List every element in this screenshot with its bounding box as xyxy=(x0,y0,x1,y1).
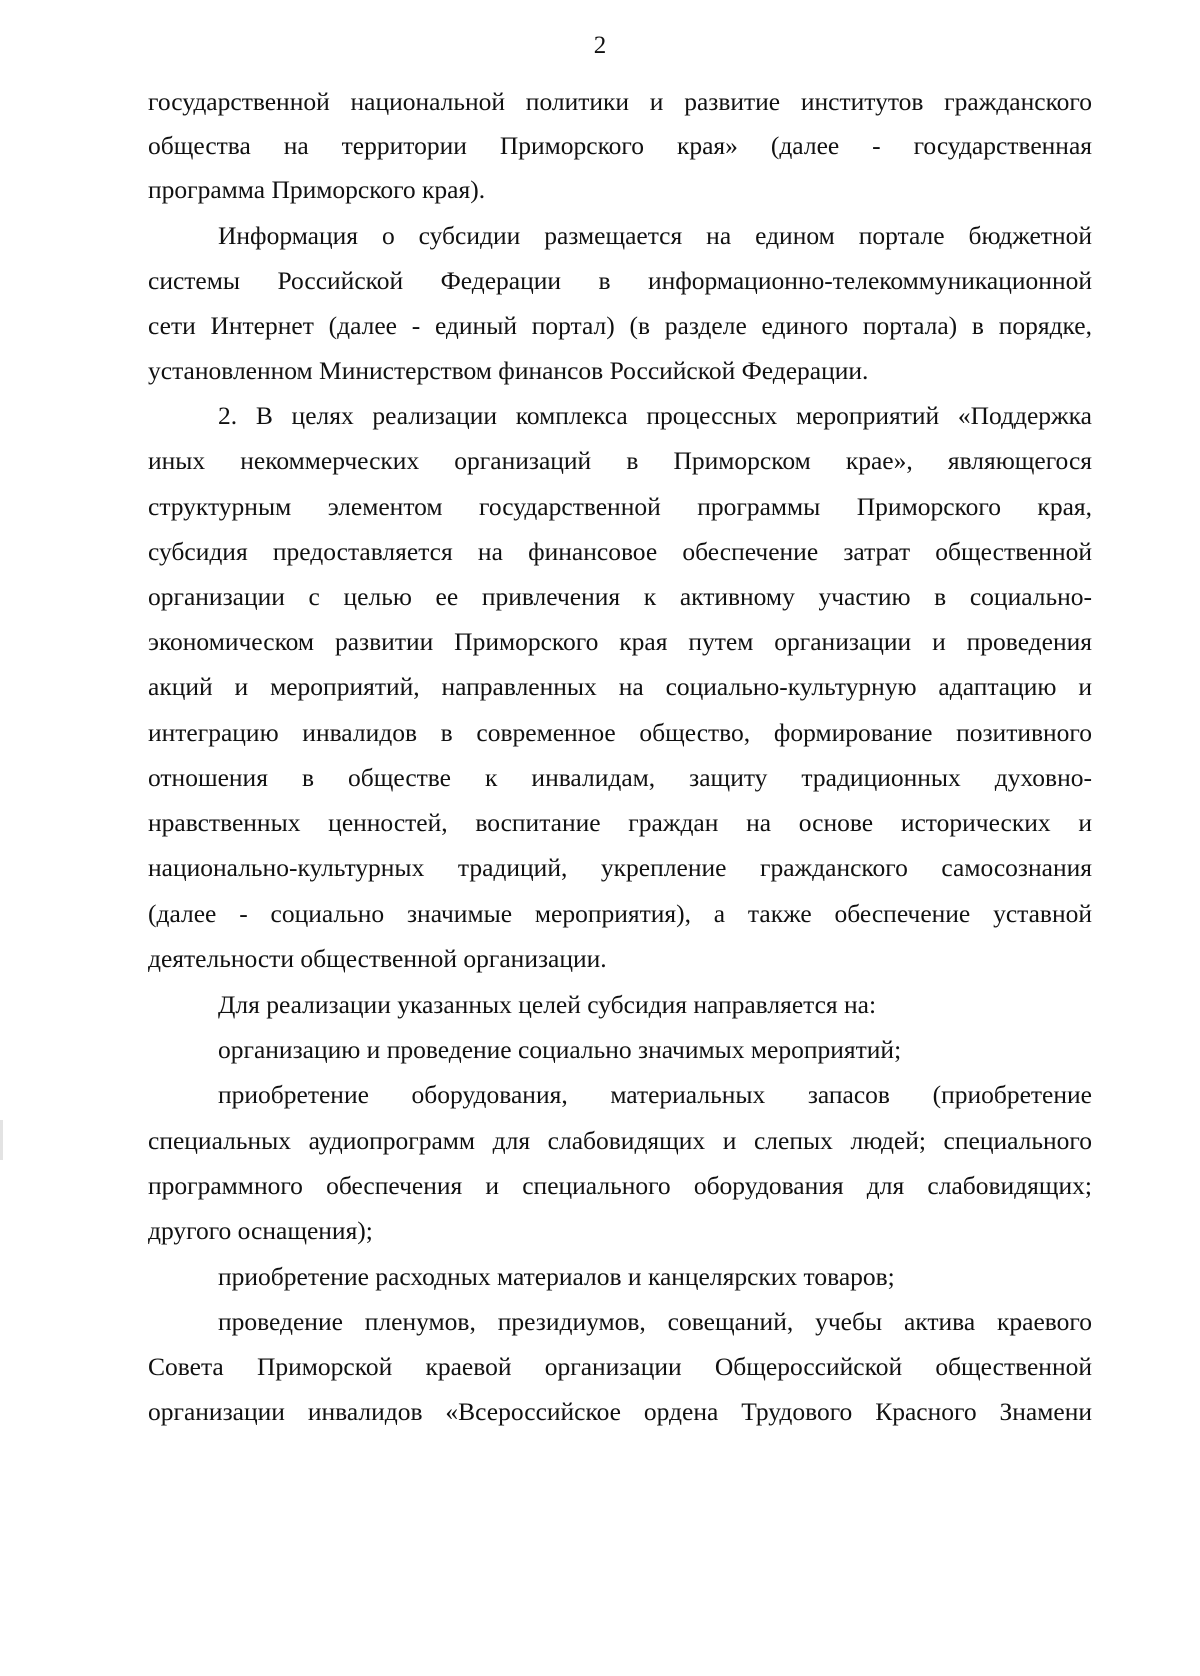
text-line: специальных аудиопрограмм для слабовидящих и слепых людей; специального xyxy=(148,1126,1092,1155)
text-line: субсидия предоставляется на финансовое обеспечение затрат общественной xyxy=(148,537,1092,566)
text-line: общества на территории Приморского края» (далее - государственная xyxy=(148,131,1092,160)
text-line: сети Интернет (далее - единый портал) (в разделе единого портала) в порядке, xyxy=(148,311,1092,340)
text-line: организации с целью ее привлечения к активному участию в социально- xyxy=(148,582,1092,611)
text-line: государственной национальной политики и развитие институтов гражданского xyxy=(148,87,1092,116)
text-line: приобретение оборудования, материальных запасов (приобретение xyxy=(218,1080,1092,1109)
text-line: иных некоммерческих организаций в Приморском крае», являющегося xyxy=(148,446,1092,475)
text-line: интеграцию инвалидов в современное общество, формирование позитивного xyxy=(148,718,1092,747)
page-number: 2 xyxy=(593,32,607,59)
text-line: организации инвалидов «Всероссийское ордена Трудового Красного Знамени xyxy=(148,1397,1092,1426)
text-line: Совета Приморской краевой организации Общероссийской общественной xyxy=(148,1352,1092,1381)
text-line: установленном Министерством финансов Российской Федерации. xyxy=(148,356,869,385)
text-line: отношения в обществе к инвалидам, защиту традиционных духовно- xyxy=(148,763,1092,792)
text-line: системы Российской Федерации в информационно-телекоммуникационной xyxy=(148,266,1092,295)
text-line: программа Приморского края). xyxy=(148,175,486,204)
text-line: другого оснащения); xyxy=(148,1216,373,1245)
text-line: экономическом развитии Приморского края путем организации и проведения xyxy=(148,627,1092,656)
text-line: (далее - социально значимые мероприятия), а также обеспечение уставной xyxy=(148,899,1092,928)
text-line: приобретение расходных материалов и канцелярских товаров; xyxy=(218,1262,895,1291)
text-line: проведение пленумов, президиумов, совещаний, учебы актива краевого xyxy=(218,1307,1092,1336)
text-line: структурным элементом государственной программы Приморского края, xyxy=(148,492,1092,521)
text-line: 2. В целях реализации комплекса процессных мероприятий «Поддержка xyxy=(218,401,1092,430)
scan-margin-mark xyxy=(0,1120,3,1160)
text-line: Для реализации указанных целей субсидия направляется на: xyxy=(218,990,877,1019)
text-line: деятельности общественной организации. xyxy=(148,944,607,973)
text-line: национально-культурных традиций, укрепление гражданского самосознания xyxy=(148,853,1092,882)
text-line: программного обеспечения и специального оборудования для слабовидящих; xyxy=(148,1171,1092,1200)
text-line: Информация о субсидии размещается на едином портале бюджетной xyxy=(218,221,1092,250)
text-line: акций и мероприятий, направленных на социально-культурную адаптацию и xyxy=(148,672,1092,701)
text-line: нравственных ценностей, воспитание граждан на основе исторических и xyxy=(148,808,1092,837)
text-line: организацию и проведение социально значимых мероприятий; xyxy=(218,1035,902,1064)
